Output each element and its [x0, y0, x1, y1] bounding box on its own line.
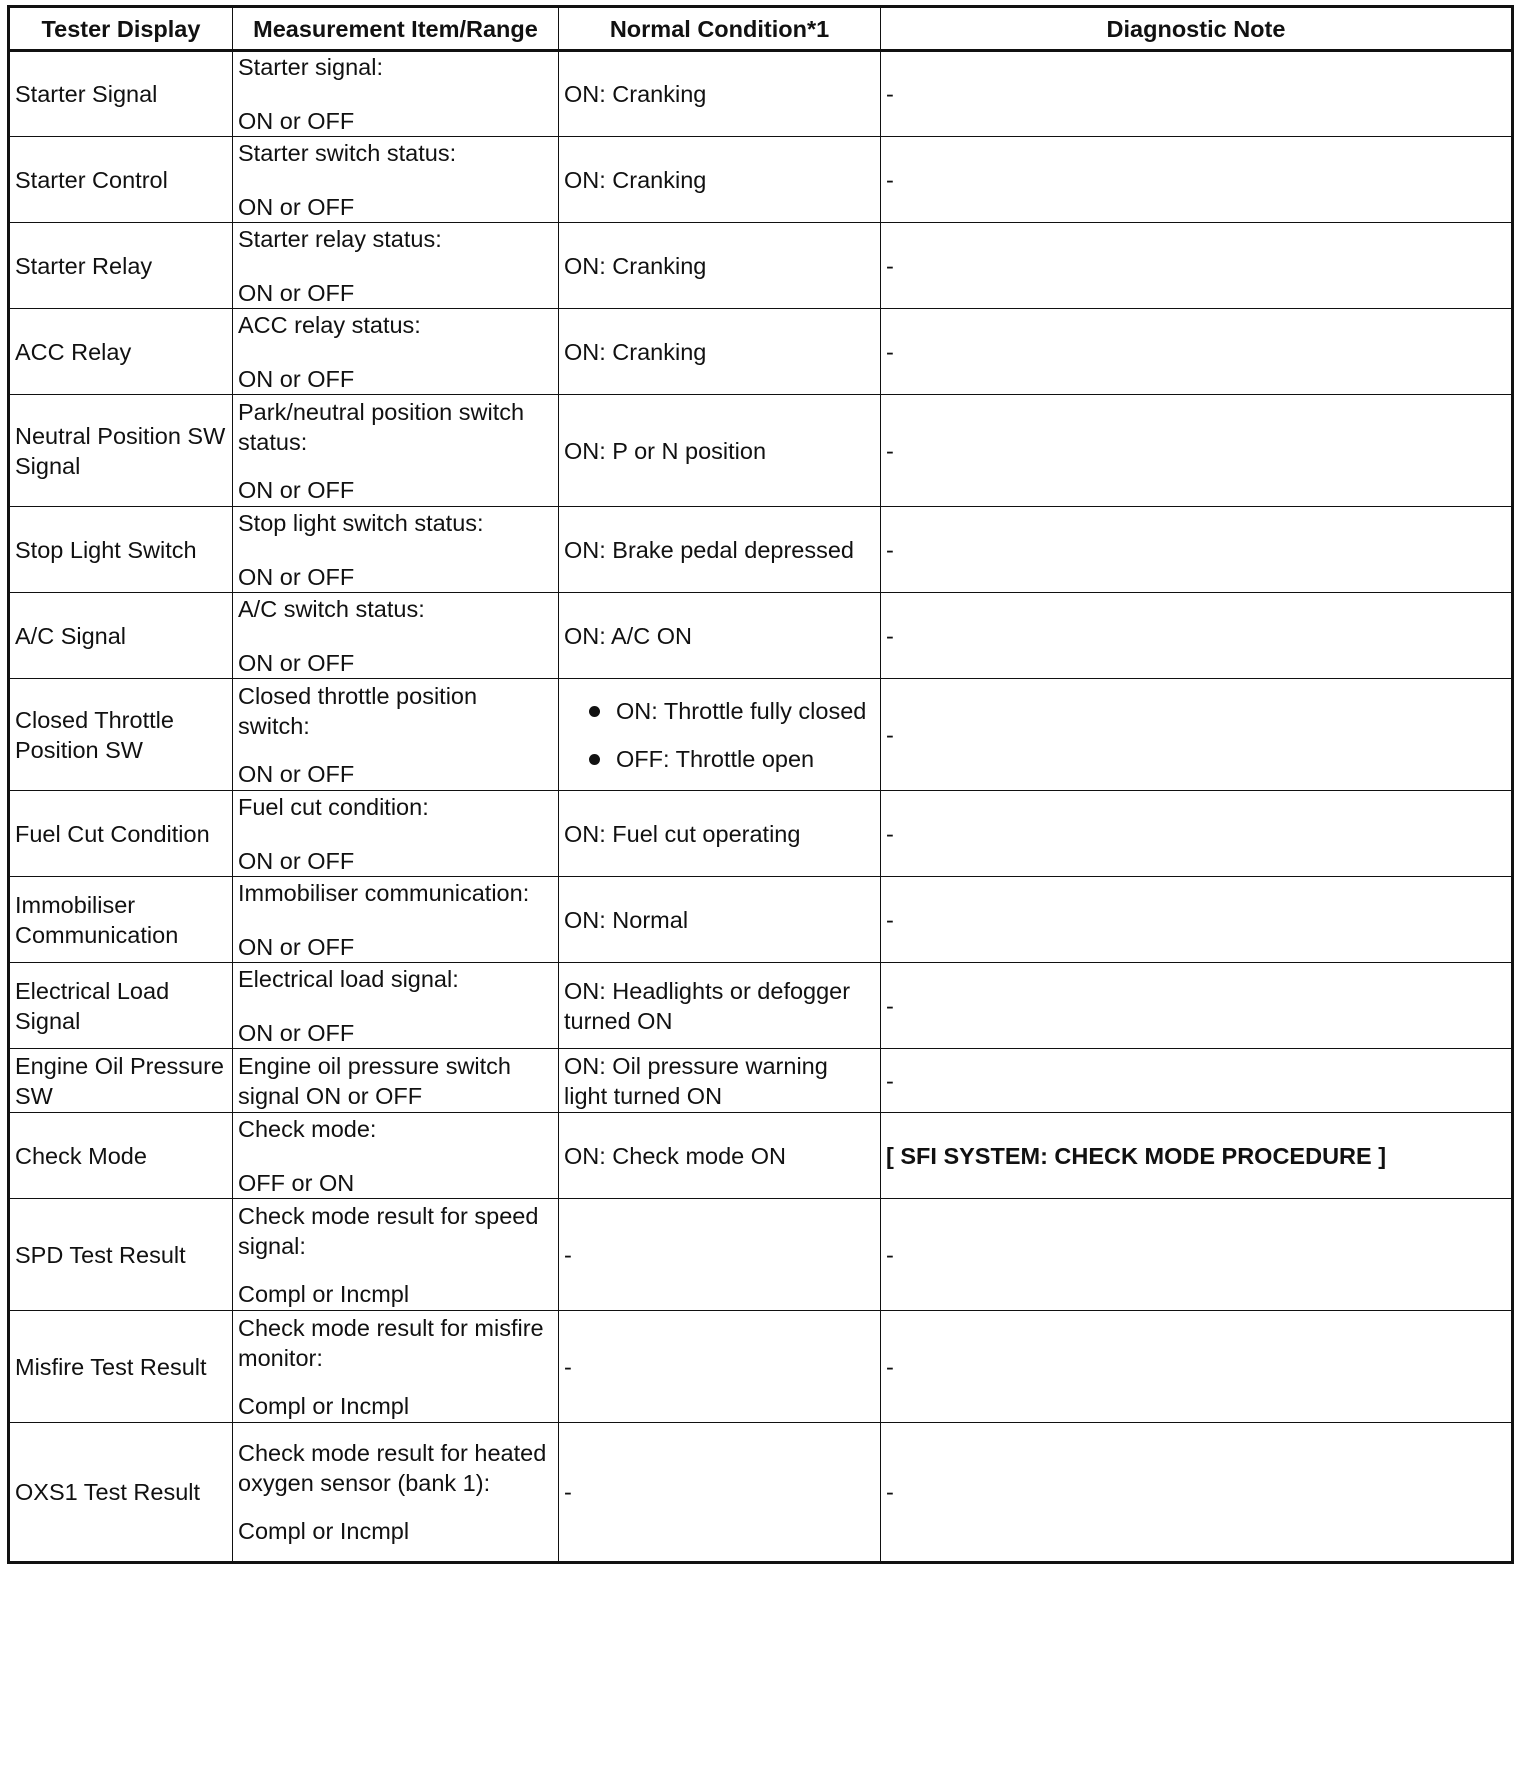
tester-display-cell: Fuel Cut Condition	[9, 791, 233, 877]
table-row	[9, 223, 1513, 309]
measurement-item: Check mode:	[238, 1115, 377, 1142]
measurement-cell	[233, 1423, 559, 1563]
diagnostic-note-cell: -	[881, 679, 1513, 791]
measurement-range: ON or OFF	[238, 476, 355, 503]
header-tester-display: Tester Display	[9, 7, 233, 51]
measurement-item: A/C switch status:	[238, 595, 425, 622]
table-row	[9, 877, 1513, 963]
diagnostic-note-cell: -	[881, 593, 1513, 679]
normal-condition-cell: ON: P or N position	[559, 395, 881, 507]
measurement-cell	[233, 963, 559, 1049]
measurement-item: ACC relay status:	[238, 311, 421, 338]
measurement-cell	[233, 877, 559, 963]
normal-condition-cell: ON: Cranking	[559, 223, 881, 309]
measurement-range: ON or OFF	[238, 760, 355, 787]
diagnostic-note-cell: -	[881, 137, 1513, 223]
normal-condition-cell	[559, 679, 881, 791]
measurement-range: Compl or Incmpl	[238, 1392, 410, 1419]
measurement-item: Check mode result for misfire monitor:	[238, 1314, 544, 1371]
normal-condition-cell: ON: Brake pedal depressed	[559, 507, 881, 593]
tester-display-cell: Engine Oil Pressure SW	[9, 1049, 233, 1113]
measurement-item: Check mode result for heated oxygen sensor (bank 1):	[238, 1440, 547, 1496]
normal-condition-cell: ON: Cranking	[559, 309, 881, 395]
diagnostic-note-cell: -	[881, 309, 1513, 395]
measurement-range: ON or OFF	[238, 649, 355, 676]
tester-display-cell: Closed Throttle Position SW	[9, 679, 233, 791]
normal-condition-cell: ON: Check mode ON	[559, 1113, 881, 1199]
diagnostic-note-cell: -	[881, 791, 1513, 877]
table-row	[9, 137, 1513, 223]
diagnostic-note-cell: -	[881, 1049, 1513, 1113]
measurement-cell	[233, 791, 559, 877]
table-row	[9, 1113, 1513, 1199]
measurement-item: Closed throttle position switch:	[238, 682, 478, 739]
diagnostic-note-cell: -	[881, 1311, 1513, 1423]
measurement-cell	[233, 137, 559, 223]
diagnostic-note-cell: -	[881, 223, 1513, 309]
table-row	[9, 507, 1513, 593]
measurement-range: OFF or ON	[238, 1169, 355, 1196]
diagnostic-note-cell: -	[881, 963, 1513, 1049]
tester-display-cell: A/C Signal	[9, 593, 233, 679]
measurement-range: ON or OFF	[238, 933, 355, 960]
measurement-cell: Engine oil pressure switch signal ON or OFF	[233, 1049, 559, 1113]
table-row	[9, 1311, 1513, 1423]
measurement-cell	[233, 1311, 559, 1423]
list-item: OFF: Throttle open	[564, 744, 875, 774]
measurement-cell	[233, 395, 559, 507]
measurement-cell	[233, 223, 559, 309]
table-row	[9, 309, 1513, 395]
header-normal-condition: Normal Condition*1	[559, 7, 881, 51]
table-row	[9, 791, 1513, 877]
measurement-range: Compl or Incmpl	[238, 1518, 410, 1544]
table-row	[9, 1049, 1513, 1113]
table-row	[9, 593, 1513, 679]
list-item: ON: Throttle fully closed	[564, 696, 875, 726]
normal-condition-cell: -	[559, 1423, 881, 1563]
measurement-cell	[233, 507, 559, 593]
check-mode-procedure-link[interactable]: [ SFI SYSTEM: CHECK MODE PROCEDURE ]	[886, 1142, 1387, 1169]
table-row	[9, 1423, 1513, 1563]
measurement-range: ON or OFF	[238, 563, 355, 590]
normal-condition-cell: ON: Cranking	[559, 51, 881, 137]
diagnostic-note-cell: -	[881, 507, 1513, 593]
tester-display-cell: Immobiliser Communication	[9, 877, 233, 963]
measurement-cell	[233, 1199, 559, 1311]
tester-display-cell: Stop Light Switch	[9, 507, 233, 593]
tester-display-cell: Starter Control	[9, 137, 233, 223]
tester-display-cell: Neutral Position SW Signal	[9, 395, 233, 507]
measurement-cell	[233, 679, 559, 791]
measurement-range: ON or OFF	[238, 279, 355, 306]
normal-condition-cell: -	[559, 1199, 881, 1311]
header-diagnostic-note: Diagnostic Note	[881, 7, 1513, 51]
tester-display-cell: SPD Test Result	[9, 1199, 233, 1311]
tester-display-cell: Starter Signal	[9, 51, 233, 137]
measurement-item: Immobiliser communication:	[238, 879, 530, 906]
data-list-table	[7, 5, 1514, 1564]
normal-condition-cell: -	[559, 1311, 881, 1423]
header-row	[9, 7, 1513, 51]
measurement-item: Stop light switch status:	[238, 509, 484, 536]
measurement-item: Check mode result for speed signal:	[238, 1202, 539, 1259]
measurement-cell	[233, 309, 559, 395]
tester-display-cell: Starter Relay	[9, 223, 233, 309]
tester-display-cell: Check Mode	[9, 1113, 233, 1199]
measurement-item: Starter relay status:	[238, 225, 442, 252]
measurement-range: ON or OFF	[238, 365, 355, 392]
measurement-range: Compl or Incmpl	[238, 1280, 410, 1307]
normal-condition-cell: ON: Cranking	[559, 137, 881, 223]
normal-condition-cell: ON: Fuel cut operating	[559, 791, 881, 877]
tester-display-cell: ACC Relay	[9, 309, 233, 395]
measurement-item: Park/neutral position switch status:	[238, 398, 525, 455]
diagnostic-note-cell	[881, 1113, 1513, 1199]
diagnostic-note-cell: -	[881, 1199, 1513, 1311]
measurement-cell	[233, 593, 559, 679]
measurement-item: Starter signal:	[238, 54, 383, 80]
measurement-range: ON or OFF	[238, 847, 355, 874]
header-measurement: Measurement Item/Range	[233, 7, 559, 51]
normal-condition-cell: ON: Headlights or defogger turned ON	[559, 963, 881, 1049]
diagnostic-note-cell: -	[881, 395, 1513, 507]
tester-display-cell: OXS1 Test Result	[9, 1423, 233, 1563]
table-row	[9, 963, 1513, 1049]
table-row	[9, 395, 1513, 507]
table-row	[9, 679, 1513, 791]
normal-condition-cell: ON: Oil pressure warning light turned ON	[559, 1049, 881, 1113]
tester-display-cell: Electrical Load Signal	[9, 963, 233, 1049]
normal-condition-cell: ON: Normal	[559, 877, 881, 963]
table-row	[9, 51, 1513, 137]
diagnostic-note-cell: -	[881, 877, 1513, 963]
normal-condition-list	[564, 696, 875, 774]
diagnostic-note-cell: -	[881, 51, 1513, 137]
table-row	[9, 1199, 1513, 1311]
measurement-cell	[233, 1113, 559, 1199]
diagnostic-note-cell: -	[881, 1423, 1513, 1563]
measurement-item: Starter switch status:	[238, 139, 457, 166]
measurement-range: ON or OFF	[238, 193, 355, 220]
normal-condition-cell: ON: A/C ON	[559, 593, 881, 679]
data-list-sheet	[7, 5, 1511, 1564]
tester-display-cell: Misfire Test Result	[9, 1311, 233, 1423]
measurement-cell	[233, 51, 559, 137]
measurement-range: ON or OFF	[238, 108, 355, 134]
measurement-item: Fuel cut condition:	[238, 793, 429, 820]
measurement-range: ON or OFF	[238, 1019, 355, 1046]
measurement-item: Electrical load signal:	[238, 965, 459, 992]
